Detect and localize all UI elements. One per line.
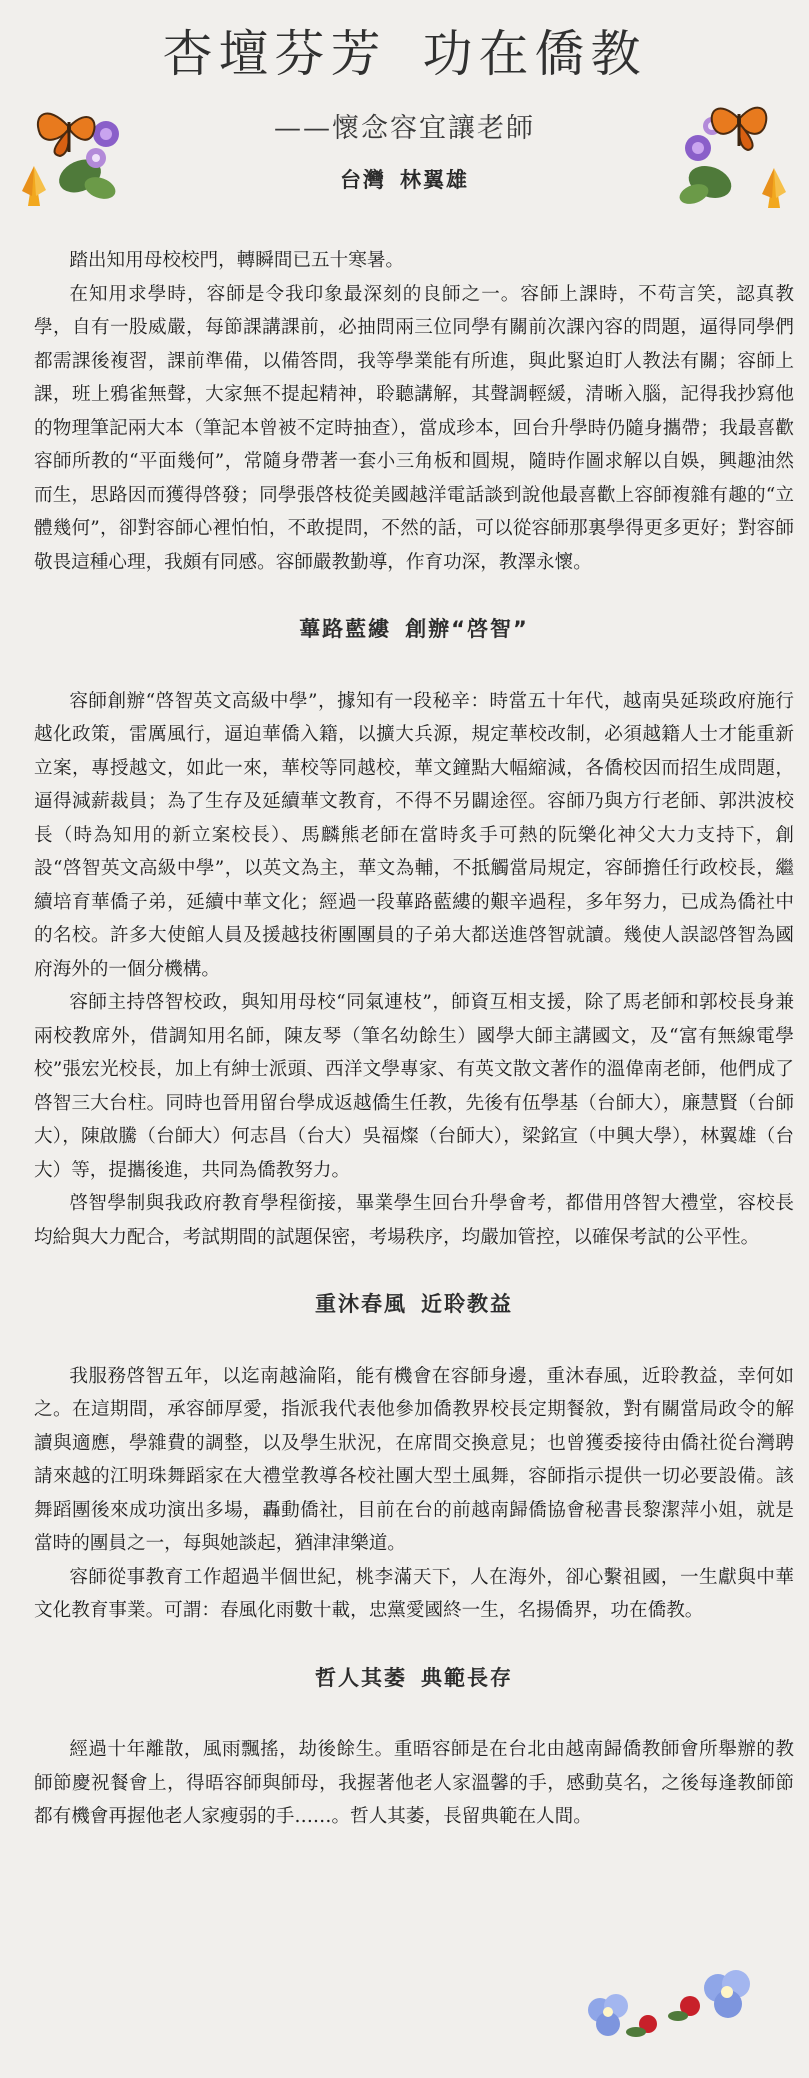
article-body bbox=[34, 244, 794, 1834]
section-heading bbox=[34, 1288, 794, 1322]
section-heading bbox=[34, 1662, 794, 1696]
blue-flower-icon bbox=[588, 1994, 628, 2036]
section-founding bbox=[34, 613, 794, 1254]
author-name: 林翼雄 bbox=[400, 168, 469, 192]
author-place: 台灣 bbox=[340, 168, 386, 192]
title-part-1: 杏壇芬芳 bbox=[162, 25, 387, 83]
paragraph: 容師主持啓智校政，與知用母校“同氣連枝”，師資互相支援，除了馬老師和郭校長身兼兩校教席外，借調知用名師，陳友琴（筆名幼餘生）國學大師主講國文，及“富有無線電學校”張宏光校長，加上有紳士派頭、西洋文學專家、有英文散文著作的溫偉南老師，他們成了啓智三大台柱。同時也晉用留台學成返越僑生任教，先後有伍學基（台師大），廉慧賢（台師大），陳啟騰（台師大）何志昌（台大）吳福燦（台師大），梁銘宣（中興大學），林翼雄（台大）等，提攜後進，共同為僑教努力。 bbox=[34, 992, 794, 1181]
paragraph: 啓智學制與我政府教育學程銜接，畢業學生回台升學會考，都借用啓智大禮堂，容校長均給與大力配合，考試期間的試題保密，考場秩序，均嚴加管控，以確保考試的公平性。 bbox=[34, 1193, 794, 1248]
article-title bbox=[0, 14, 809, 86]
author-line bbox=[0, 164, 809, 194]
section-teaching bbox=[34, 1288, 794, 1628]
section-intro bbox=[34, 244, 794, 579]
section-legacy bbox=[34, 1662, 794, 1834]
article-subtitle: ——懷念容宜讓老師 bbox=[274, 113, 535, 144]
heading-part-2: 創辦“啓智” bbox=[405, 617, 529, 641]
blue-flower-icon bbox=[704, 1970, 750, 2018]
paragraph: 踏出知用母校校門，轉瞬間已五十寒暑。 bbox=[69, 250, 405, 271]
heading-part-2: 典範長存 bbox=[421, 1665, 513, 1690]
heading-part-1: 哲人其萎 bbox=[315, 1665, 407, 1690]
paragraph: 容師創辦“啓智英文高級中學”，據知有一段秘辛：時當五十年代，越南吳延琰政府施行越化政策，雷厲風行，逼迫華僑入籍，以擴大兵源，規定華校改制，必須越籍人士才能重新立案，專授越文，如此一來，華校等同越校，華文鐘點大幅縮減，各僑校因而招生成問題，逼得減薪裁員；為了生存及延續華文教育，不得不另闢途徑。容師乃與方行老師、郭洪波校長（時為知用的新立案校長）、馬麟熊老師在當時炙手可熱的阮樂化神父大力支持下，創設“啓智英文高級中學”，以英文為主，華文為輔，不抵觸當局規定，容師擔任行政校長，繼續培育華僑子弟，延續中華文化；經過一段蓽路藍縷的艱辛過程，多年努力，已成為僑社中的名校。許多大使館人員及援越技術團團員的子弟大都送進啓智就讀。幾使人誤認啓智為國府海外的一個分機構。 bbox=[34, 690, 794, 980]
section-heading bbox=[34, 613, 794, 647]
flower-decoration-bottom bbox=[570, 1962, 770, 2050]
title-part-2: 功在僑教 bbox=[422, 25, 647, 83]
heading-part-1: 蓽路藍縷 bbox=[299, 617, 392, 641]
paragraph: 經過十年離散，風雨飄搖，劫後餘生。重晤容師是在台北由越南歸僑教師會所舉辦的教師節慶祝餐會上，得晤容師與師母，我握著他老人家溫馨的手，感動莫名，之後每逢教師節都有機會再握他老人家瘦弱的手……。哲人其萎，長留典範在人間。 bbox=[34, 1739, 794, 1827]
heading-part-2: 近聆教益 bbox=[421, 1292, 513, 1316]
heading-part-1: 重沐春風 bbox=[315, 1292, 407, 1316]
paragraph: 容師從事教育工作超過半個世紀，桃李滿天下，人在海外，卻心繫祖國，一生獻與中華文化教育事業。可謂：春風化雨數十載，忠黨愛國終一生，名揚僑界，功在僑教。 bbox=[34, 1566, 794, 1621]
paragraph: 在知用求學時，容師是令我印象最深刻的良師之一。容師上課時，不苟言笑，認真教學，自有一股威嚴，每節課講課前，必抽問兩三位同學有關前次課內容的問題，逼得同學們都需課後複習，課前準備，以備答問，我等學業能有所進，與此緊迫盯人教法有關；容師上課，班上鴉雀無聲，大家無不提起精神，聆聽講解，其聲調輕緩，清晰入腦，記得我抄寫他的物理筆記兩大本（筆記本曾被不定時抽查），當成珍本，回台升學時仍隨身攜帶；我最喜歡容師所教的“平面幾何”，常隨身帶著一套小三角板和圓規，隨時作圖求解以自娛，興趣油然而生，思路因而獲得啓發；同學張啓枝從美國越洋電話談到說他最喜歡上容師複雜有趣的“立體幾何”，卻對容師心裡怕怕，不敢提問，不然的話，可以從容師那裏學得更多更好；對容師敬畏這種心理，我頗有同感。容師嚴教勤導，作育功深，教澤永懷。 bbox=[34, 283, 794, 573]
red-flower-icon bbox=[626, 1996, 700, 2037]
paragraph: 我服務啓智五年，以迄南越淪陷，能有機會在容師身邊，重沐春風，近聆教益，幸何如之。在這期間，承容師厚愛，指派我代表他參加僑教界校長定期餐敘，對有關當局政令的解讀與適應，學雜費的調整，以及學生狀況，在席間交換意見；也曾獲委接待由僑社從台灣聘請來越的江明珠舞蹈家在大禮堂教導各校社團大型土風舞，容師指示提供一切必要設備。該舞蹈團後來成功演出多場，轟動僑社，目前在台的前越南歸僑協會秘書長黎潔萍小姐，就是當時的團員之一，每與她談起，猶津津樂道。 bbox=[34, 1365, 794, 1554]
